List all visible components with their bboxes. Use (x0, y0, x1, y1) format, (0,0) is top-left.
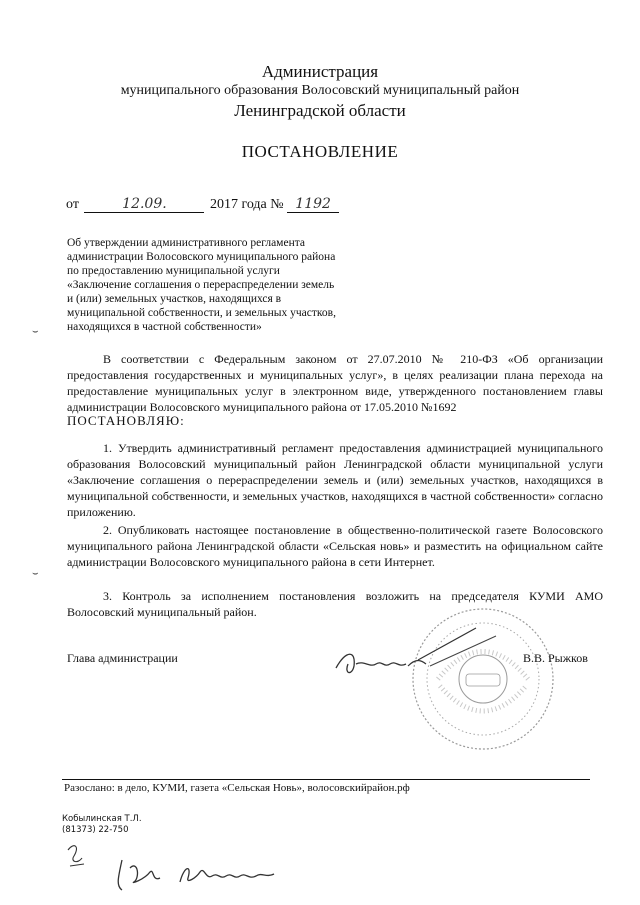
subject-text: Об утверждении административного регламента администрации Волосовского муниципального района по предоставлению муниципальной услуги «Заключение соглашения о перераспределении земель и (или) земельных участков, находящихся в муниципальной собственности, и земельных участков, находящихся в частной собственности» (67, 237, 336, 333)
decree-item-2: 2. Опубликовать настоящее постановление в общественно-политической газете Волосовского муниципального района Ленинградской области «Сельская новь» и разместить на официальном сайте администрации Волосовского муниципального района в сети Интернет. (67, 523, 603, 569)
margin-mark: ⌣ (32, 568, 39, 579)
date-handwritten: 12.09. (84, 196, 204, 213)
footer-divider (62, 779, 590, 780)
signer-name: В.В. Рыжков (523, 651, 588, 665)
date-middle: 2017 года № (209, 197, 284, 212)
signer-position: Глава администрации (67, 651, 178, 665)
executor-name: Кобылинская Т.Л. (62, 814, 142, 824)
decree-word: ПОСТАНОВЛЯЮ: (67, 413, 185, 428)
header-municipality: муниципального образования Волосовский муниципальный район (120, 83, 520, 98)
document-title: ПОСТАНОВЛЕНИЕ (241, 142, 399, 161)
approval-signatures (60, 838, 300, 898)
executor-phone: (81373) 22-750 (62, 825, 129, 835)
header-region: Ленинградской области (234, 101, 406, 120)
number-handwritten: 1192 (287, 196, 339, 213)
handwritten-signature (326, 620, 526, 690)
margin-mark: ⌣ (32, 326, 39, 337)
preamble-text: В соответствии с Федеральным законом от 27.07.2010 № 210-ФЗ «Об организации предоставления государственных и муниципальных услуг», в целях реализации плана перехода на предоставление муниципальных услуг в электронном виде, утвержденного постановлением главы администрации Волосовского муниципального района от 17.05.2010 №1692 (67, 352, 603, 414)
date-prefix: от (66, 197, 79, 212)
header-organization: Администрация (261, 62, 379, 81)
date-line (66, 196, 386, 213)
decree-item-1: 1. Утвердить административный регламент предоставления администрацией муниципального образования Волосовский муниципальный район Ленинградской области муниципальной услуги «Заключение соглашения о перераспределении земель и (или) земельных участков, находящихся в муниципальной собственности, и земельных участков, находящихся в частной собственности» согласно приложению. (67, 441, 603, 519)
distribution-list: Разослано: в дело, КУМИ, газета «Сельская Новь», волосовскийрайон.рф (64, 782, 410, 794)
decree-item-3: 3. Контроль за исполнением постановления возложить на председателя КУМИ АМО Волосовский муниципальный район. (67, 589, 603, 619)
